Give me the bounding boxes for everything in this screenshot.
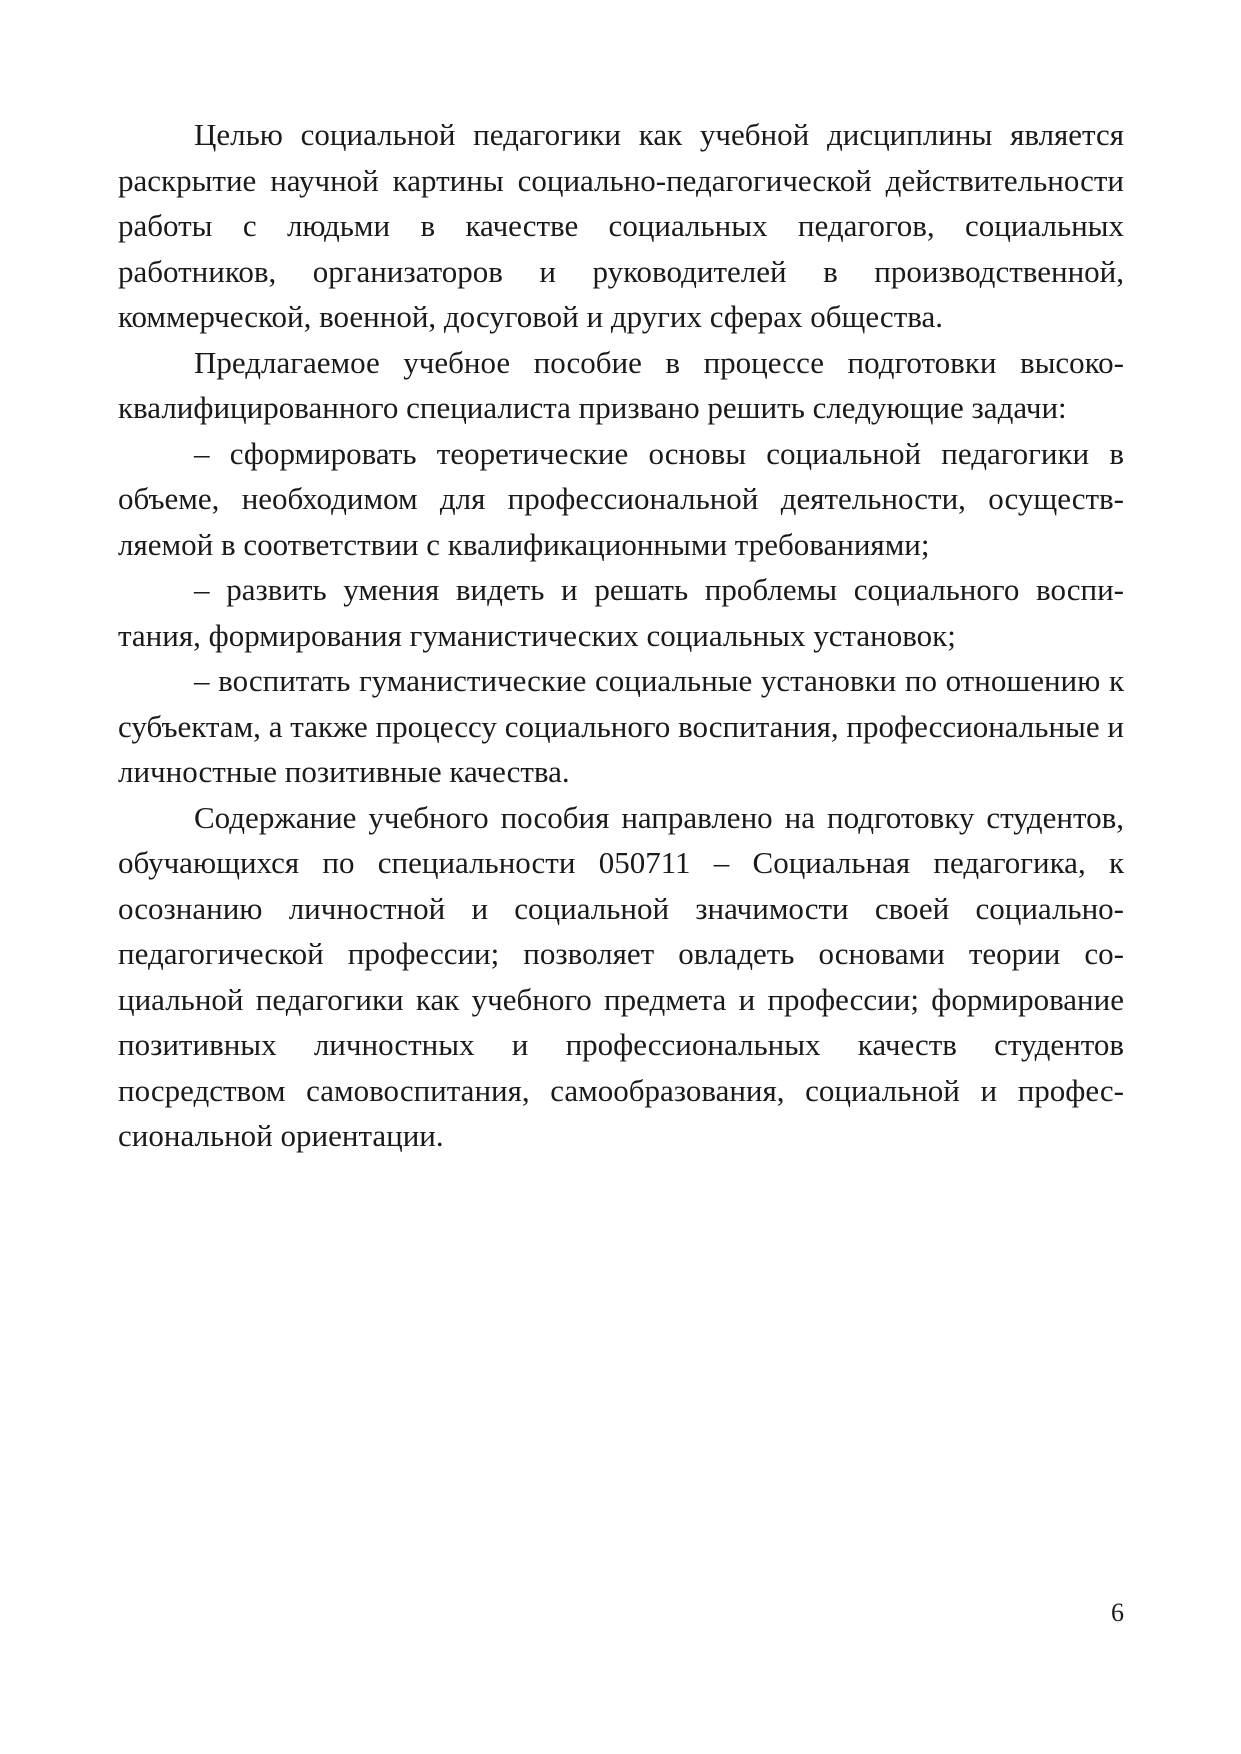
task-item-cultivate-attitudes: – воспитать гуманистические социальные установки по отношению к субъектам, а также процессу социального воспитания, профессиональные и личностные позитивные качества. (118, 663, 1124, 789)
task-item-develop-skills: – развить умения видеть и решать проблемы социального воспитания, формирования гуманистических социальных установок; (118, 572, 1124, 653)
paragraph-tasks-intro: Предлагаемое учебное пособие в процессе подготовки высококвалифицированного специалиста призвано решить следующие задачи: (118, 344, 1124, 425)
task-item-form-foundations: – сформировать теоретические основы социальной педагогики в объеме, необходимом для профессиональной деятельности, осуществляемой в соответствии с квалификационными требованиями; (118, 435, 1124, 562)
paragraph-content: Содержание учебного пособия направлено на подготовку студентов, обучающихся по специальности 050711 – Социальная педагогика, к осознанию личностной и социальной значимости своей социально-педагогической профессии; позволяет овладеть основами теории социальной педагогики как учебного предмета и профессии; формирование позитивных личностных и профессиональных качеств студентов посредством самовоспитания, самообразования, социальной и профессиональной ориентации. (118, 799, 1124, 1153)
paragraph-goal: Целью социальной педагогики как учебной дисциплины является раскрытие научной картины социально-педагогической действительности работы с людьми в качестве социальных педагогов, социальных работников, организаторов и руководителей в производственной, коммерческой, военной, досуговой и других сферах общества. (118, 117, 1124, 334)
body-text (118, 112, 1124, 1159)
page-number: 6 (1111, 1598, 1124, 1627)
